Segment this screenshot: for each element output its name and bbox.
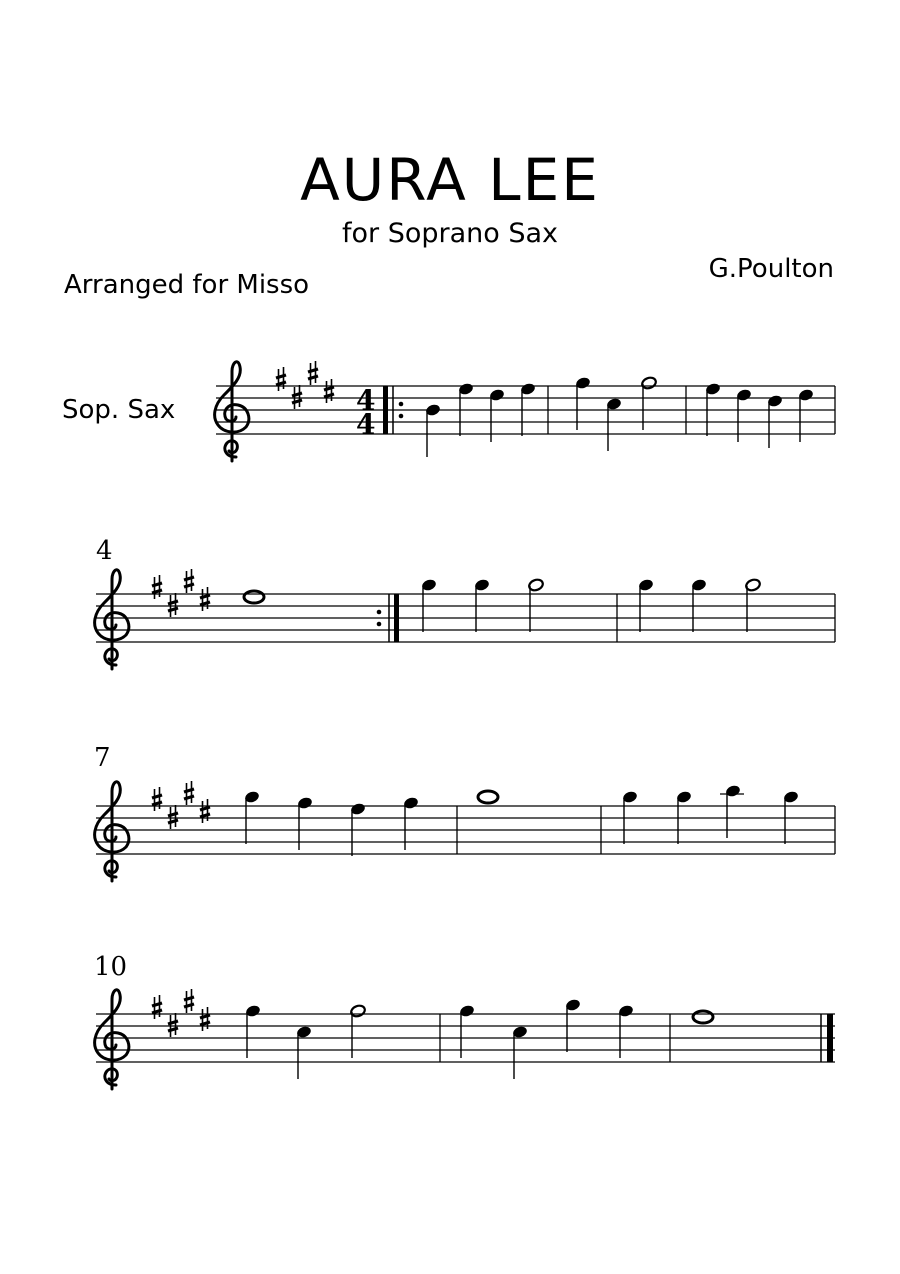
measure-6 [638,578,762,632]
measure-4 [244,591,264,603]
measure-1 [425,382,537,457]
measure-5 [421,578,545,632]
sharp-icon [292,385,302,409]
measure-12 [693,1011,713,1023]
measure-8 [478,791,498,803]
measure-number-4: 4 [96,536,113,566]
measure-10 [245,1004,367,1079]
sharp-icon [184,569,194,593]
measure-9 [622,784,800,844]
sharp-icon [200,799,210,823]
measure-2 [575,376,658,451]
treble-clef-icon [95,990,129,1089]
measure-number-10: 10 [94,952,128,982]
sharp-icon [324,379,334,403]
arranger-text: Arranged for Misso [64,270,310,300]
sharp-icon [152,995,162,1019]
sharp-icon [168,593,178,617]
measure-7 [244,790,420,856]
sharp-icon [152,575,162,599]
final-barline [827,1014,833,1062]
sharp-icon [168,1013,178,1037]
sharp-icon [308,361,318,385]
sharp-icon [276,367,286,391]
measure-number-7: 7 [94,743,111,773]
sharp-icon [184,781,194,805]
treble-clef-icon [95,782,129,881]
sharp-icon [152,787,162,811]
score-title: AURA LEE [300,146,600,214]
staff-system-1 [215,361,835,461]
time-sig-bottom: 4 [356,408,376,441]
sharp-icon [168,805,178,829]
sharp-icon [184,989,194,1013]
score-subtitle: for Soprano Sax [341,218,559,249]
time-sig-top: 4 [356,384,376,417]
staff-system-2 [95,569,835,669]
treble-clef-icon [215,362,249,461]
sharp-icon [200,1007,210,1031]
instrument-name: Sop. Sax [62,395,176,425]
staff-system-3 [95,781,835,881]
composer-text: G.Poulton [708,254,834,284]
measure-3 [705,382,815,448]
treble-clef-icon [95,570,129,669]
staff-system-4 [95,989,835,1089]
sharp-icon [200,587,210,611]
